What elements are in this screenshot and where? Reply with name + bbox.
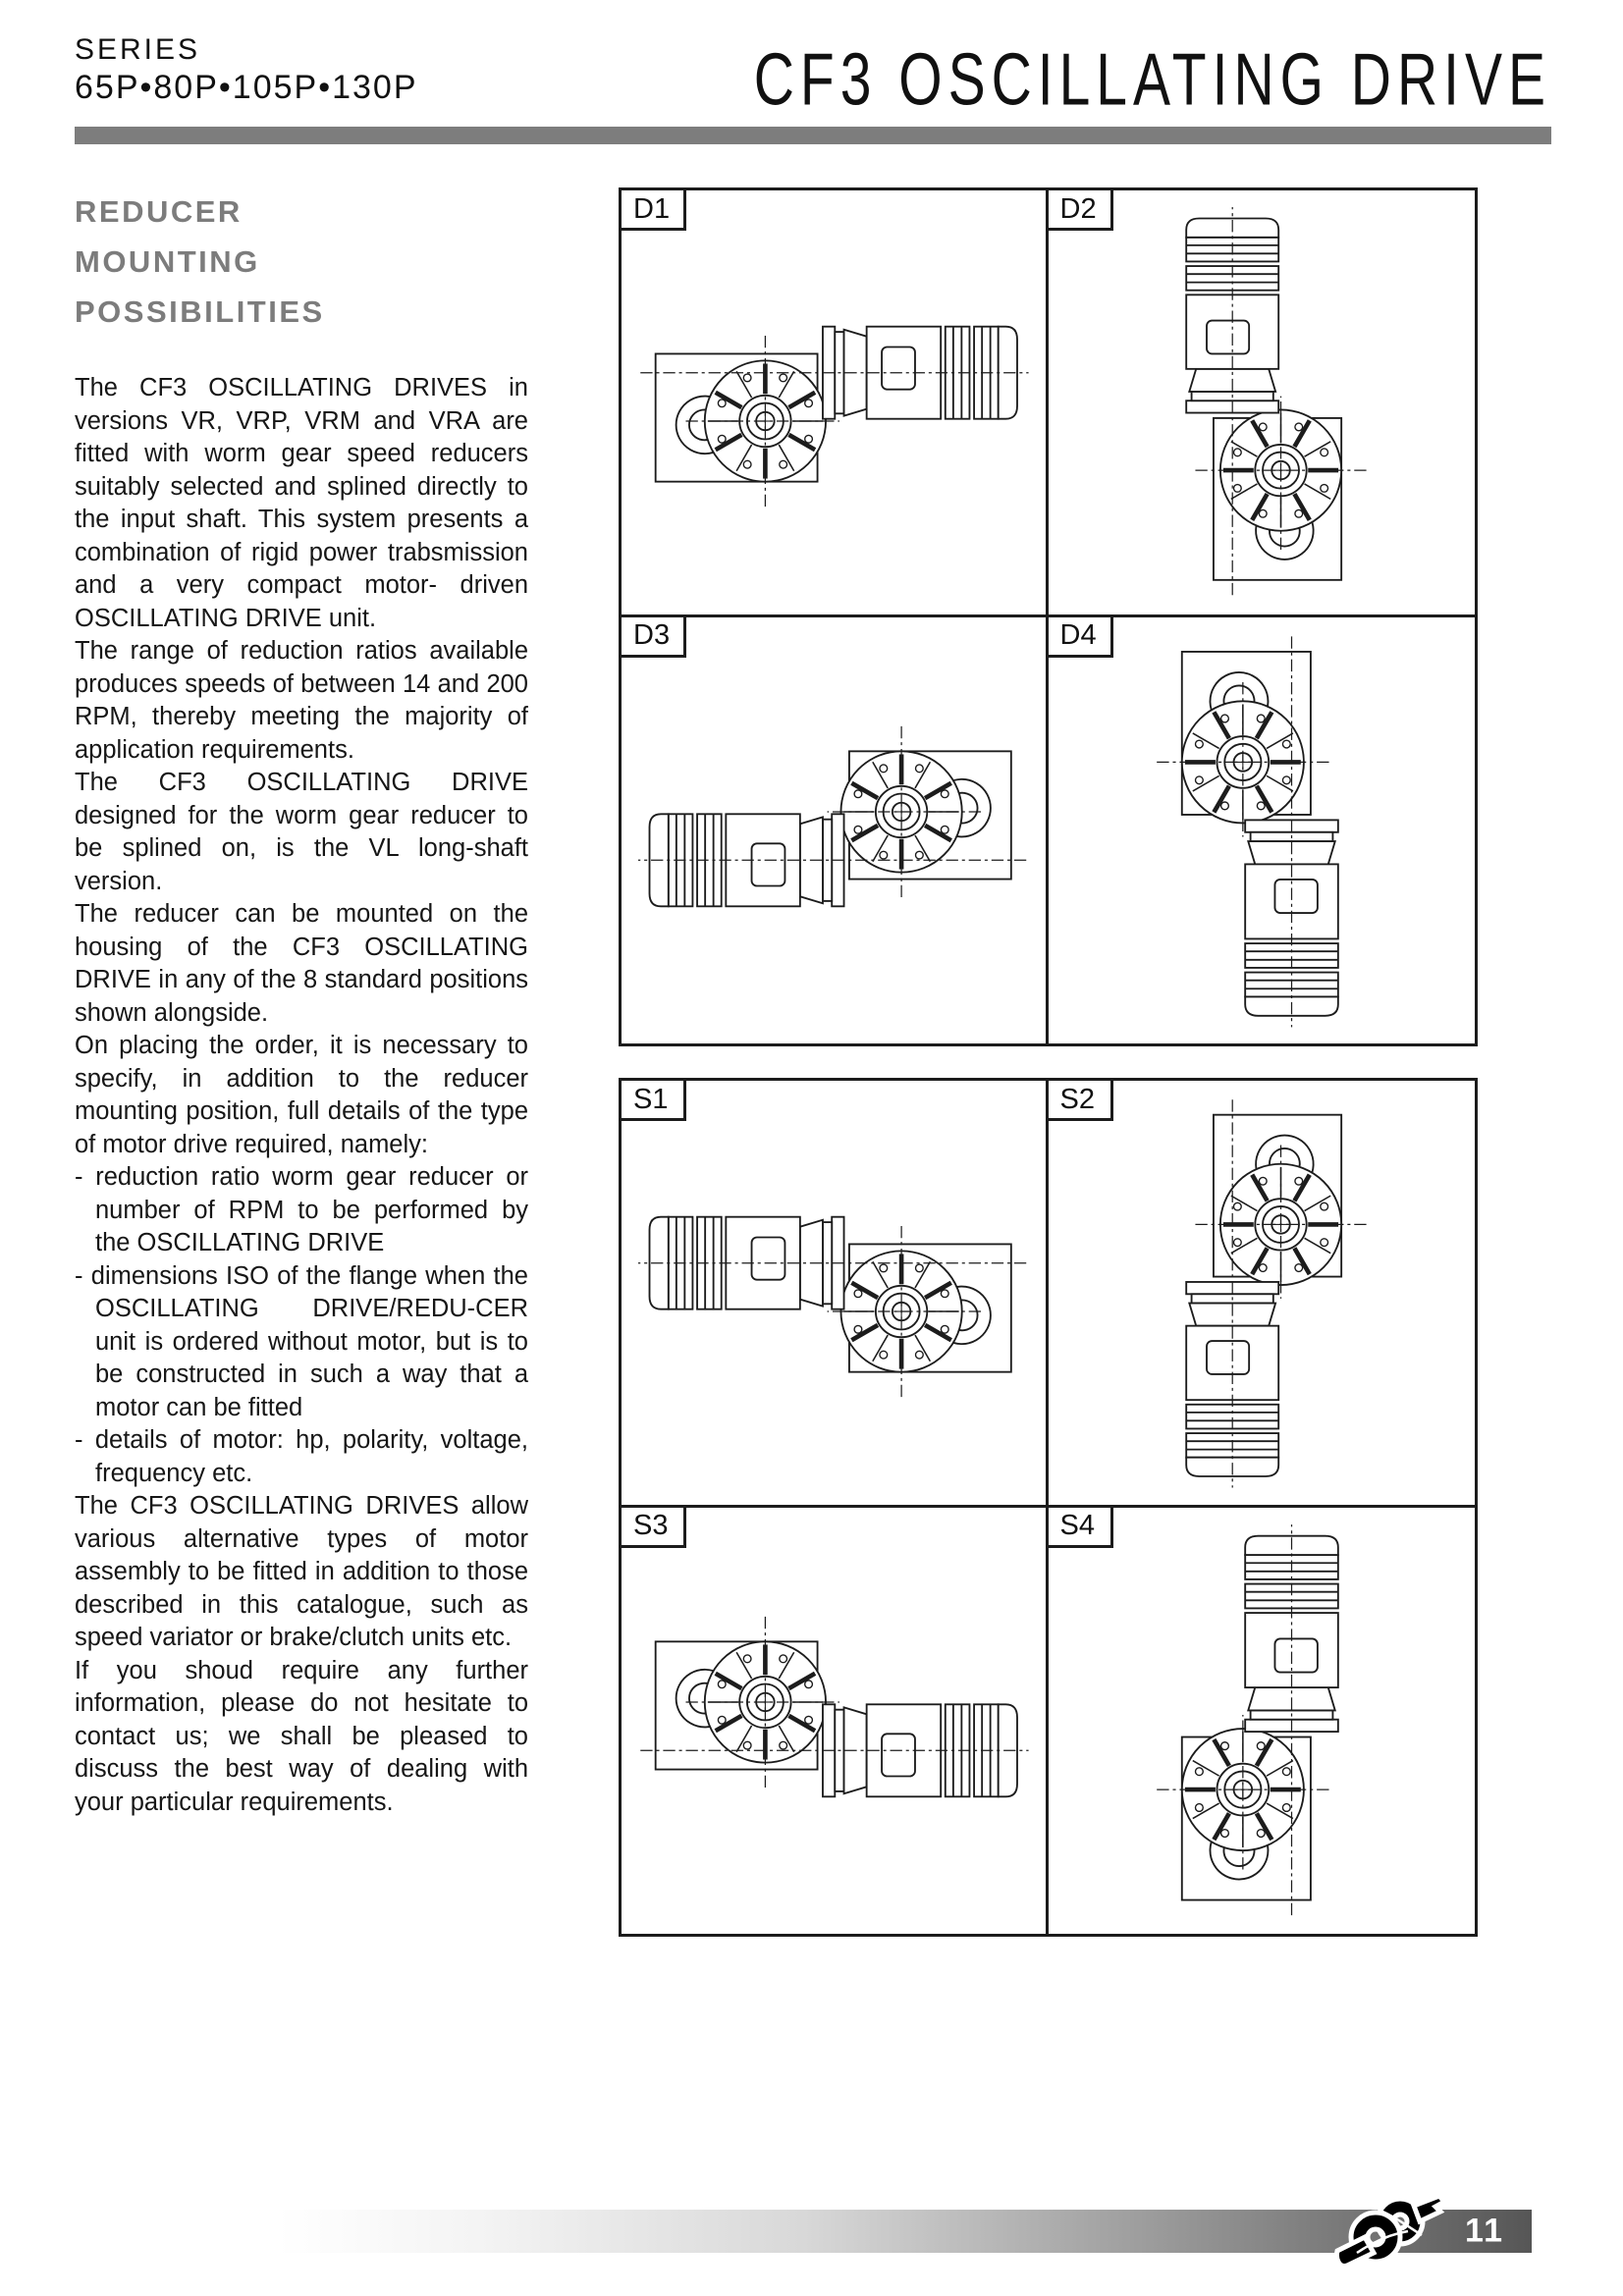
section-heading [75, 187, 528, 337]
panel-label: D2 [1049, 190, 1113, 231]
drive-assembly-drawing [622, 617, 1046, 1044]
body-text [75, 372, 528, 1819]
series-label: SERIES [75, 33, 201, 66]
body-paragraph: The reducer can be mounted on the housing of the CF3 OSCILLATING DRIVE in any of the 8 standard positions shown alongside. [75, 900, 528, 1027]
panel-label: S1 [622, 1081, 686, 1121]
knot-logo-icon [1329, 2186, 1449, 2274]
left-text-column [75, 187, 528, 1819]
body-paragraph: The CF3 OSCILLATING DRIVES allow various alternative types of motor assembly to be fitted in addition to those described in this catalogue, such as speed variator or brake/clutch units etc. [75, 1492, 528, 1651]
mounting-position-cell-d1 [622, 190, 1049, 617]
body-paragraph: On placing the order, it is necessary to specify, in addition to the reducer mounting position, full details of the type of motor drive required, namely: [75, 1032, 528, 1158]
panel-label: S2 [1049, 1081, 1113, 1121]
drive-assembly-drawing [1049, 190, 1476, 614]
panel-label: S4 [1049, 1508, 1113, 1548]
series-value: 65P•80P•105P•130P [75, 69, 418, 106]
page-title: CF3 OSCILLATING DRIVE [753, 38, 1551, 122]
mounting-position-cell-d4 [1049, 617, 1476, 1044]
mounting-position-cell-d3 [622, 617, 1049, 1044]
footer-bar [277, 2210, 1532, 2253]
mounting-position-cell-s3 [622, 1508, 1049, 1935]
body-paragraph: - dimensions ISO of the flange when the OSCILLATING DRIVE/REDU-CER unit is ordered without motor, but is to be constructed in such a way that a motor can be fitted [75, 1261, 528, 1421]
drive-assembly-drawing [1049, 1508, 1476, 1935]
panel-label: D3 [622, 617, 686, 658]
drive-assembly-drawing [622, 190, 1046, 614]
panel-label: S3 [622, 1508, 686, 1548]
mounting-positions-box-d [619, 187, 1478, 1046]
body-paragraph: - reduction ratio worm gear reducer or number of RPM to be performed by the OSCILLATING DRIVE [75, 1163, 528, 1256]
mounting-positions-box-s [619, 1078, 1478, 1937]
mounting-position-cell-s4 [1049, 1508, 1476, 1935]
body-paragraph: The range of reduction ratios available produces speeds of between 14 and 200 RPM, thereby meeting the majority of application requirements. [75, 637, 528, 764]
mounting-position-cell-s1 [622, 1081, 1049, 1508]
panel-label: D4 [1049, 617, 1113, 658]
mounting-position-cell-d2 [1049, 190, 1476, 617]
body-paragraph: - details of motor: hp, polarity, voltage, frequency etc. [75, 1426, 528, 1487]
drive-assembly-drawing [1049, 617, 1476, 1044]
body-paragraph: The CF3 OSCILLATING DRIVE designed for the worm gear reducer to be splined on, is the VL long-shaft version. [75, 769, 528, 895]
body-paragraph: If you shoud require any further information, please do not hesitate to contact us; we shall be pleased to discuss the best way of dealing with your particular requirements. [75, 1656, 528, 1816]
page-number: 11 [1465, 2212, 1504, 2250]
panel-label: D1 [622, 190, 686, 231]
mounting-position-cell-s2 [1049, 1081, 1476, 1508]
drive-assembly-drawing [622, 1508, 1046, 1935]
section-heading-line: POSSIBILITIES [75, 294, 325, 329]
drive-assembly-drawing [1049, 1081, 1476, 1505]
header-divider-bar [75, 127, 1551, 144]
body-paragraph: The CF3 OSCILLATING DRIVES in versions VR, VRP, VRM and VRA are fitted with worm gear speed reducers suitably selected and splined directly to the input shaft. This system presents a combination of rigid power trabsmission and a very compact motor- driven OSCILLATING DRIVE unit. [75, 374, 528, 632]
section-heading-line: REDUCER [75, 194, 243, 229]
drive-assembly-drawing [622, 1081, 1046, 1505]
section-heading-line: MOUNTING [75, 244, 260, 279]
